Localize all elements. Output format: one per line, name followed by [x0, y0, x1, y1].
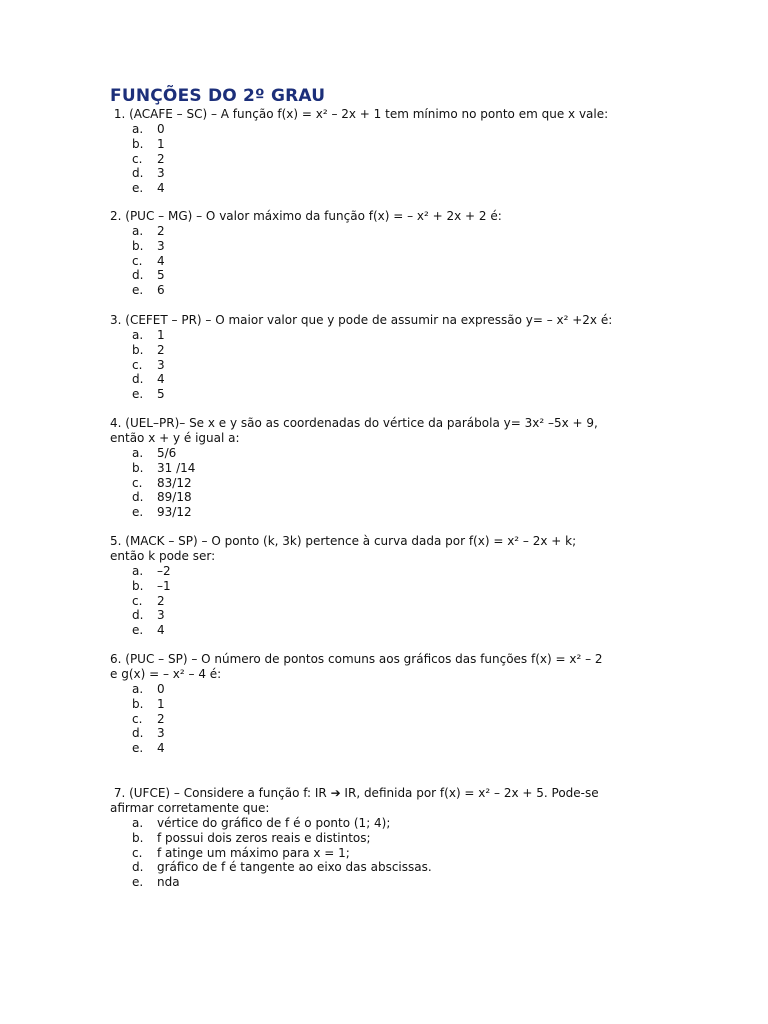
- option-letter: b.: [132, 238, 144, 253]
- option-item: [110, 358, 670, 373]
- option-text: 4: [157, 741, 165, 756]
- option-letter: b.: [132, 830, 144, 845]
- option-list: [110, 446, 670, 520]
- option-text: 93/12: [157, 505, 192, 520]
- option-item: [110, 505, 670, 520]
- question-1: [110, 107, 670, 196]
- option-text: 1: [157, 696, 165, 711]
- option-text: f atinge um máximo para x = 1;: [157, 845, 350, 860]
- option-item: [110, 726, 670, 741]
- option-item: [110, 490, 670, 505]
- option-item: [110, 254, 670, 269]
- option-letter: b.: [132, 342, 144, 357]
- option-letter: e.: [132, 623, 144, 638]
- option-list: [110, 328, 670, 402]
- option-text: 1: [157, 136, 165, 151]
- question-text: 1. (ACAFE – SC) – A função f(x) = x² – 2x + 1 tem mínimo no ponto em que x vale:: [110, 107, 609, 121]
- option-text: 3: [157, 238, 165, 253]
- option-text: 83/12: [157, 475, 192, 490]
- option-letter: a.: [132, 446, 144, 460]
- option-item: [110, 623, 670, 638]
- option-letter: b.: [132, 696, 144, 711]
- option-item: [110, 741, 670, 756]
- option-item: [110, 461, 670, 476]
- option-text: 2: [157, 593, 165, 608]
- option-text: vértice do gráfico de f é o ponto (1; 4);: [157, 816, 391, 830]
- question-2: [110, 209, 670, 298]
- option-letter: b.: [132, 136, 144, 151]
- option-letter: c.: [132, 845, 143, 860]
- question-4: [110, 416, 670, 520]
- option-item: [110, 608, 670, 623]
- option-item: [110, 697, 670, 712]
- option-text: 0: [157, 122, 165, 136]
- option-text: 3: [157, 726, 165, 741]
- option-item: [110, 181, 670, 196]
- option-letter: e.: [132, 741, 144, 756]
- option-letter: c.: [132, 151, 143, 166]
- question-text: 7. (UFCE) – Considere a função f: IR ➔ IR, definida por f(x) = x² – 2x + 5. Pode-se afirmar corretamente que:: [110, 786, 599, 815]
- option-letter: a.: [132, 122, 144, 136]
- option-text: 89/18: [157, 490, 192, 505]
- option-item: [110, 239, 670, 254]
- option-letter: a.: [132, 224, 144, 238]
- question-7: [110, 786, 670, 890]
- option-text: 5: [157, 387, 165, 402]
- option-text: 5: [157, 268, 165, 283]
- option-item: [110, 564, 670, 579]
- option-item: [110, 579, 670, 594]
- option-letter: d.: [132, 608, 144, 623]
- option-item: [110, 682, 670, 697]
- option-item: [110, 860, 670, 875]
- question-text: 5. (MACK – SP) – O ponto (k, 3k) pertence à curva dada por f(x) = x² – 2x + k; então k pode ser:: [110, 534, 577, 563]
- option-text: –1: [157, 578, 171, 593]
- option-item: [110, 283, 670, 298]
- option-letter: d.: [132, 726, 144, 741]
- question-text: 4. (UEL–PR)– Se x e y são as coordenadas do vértice da parábola y= 3x² –5x + 9, então x + y é igual a:: [110, 416, 598, 445]
- option-text: 1: [157, 328, 165, 342]
- option-text: 2: [157, 224, 165, 238]
- option-item: [110, 166, 670, 181]
- option-text: 5/6: [157, 446, 177, 460]
- question-5: [110, 534, 670, 638]
- option-letter: d.: [132, 268, 144, 283]
- option-text: 3: [157, 608, 165, 623]
- option-letter: e.: [132, 283, 144, 298]
- question-3: [110, 313, 670, 402]
- option-letter: b.: [132, 578, 144, 593]
- option-item: [110, 268, 670, 283]
- option-letter: e.: [132, 875, 144, 890]
- option-item: [110, 594, 670, 609]
- option-text: 31 /14: [157, 460, 196, 475]
- question-text: 6. (PUC – SP) – O número de pontos comuns aos gráficos das funções f(x) = x² – 2 e g(x) = – x² – 4 é:: [110, 652, 603, 681]
- document-title: FUNÇÕES DO 2º GRAU: [110, 86, 326, 106]
- option-item: [110, 328, 670, 343]
- option-list: [110, 122, 670, 196]
- option-text: 2: [157, 342, 165, 357]
- option-text: 0: [157, 682, 165, 696]
- option-item: [110, 446, 670, 461]
- option-letter: c.: [132, 357, 143, 372]
- option-letter: e.: [132, 181, 144, 196]
- question-text: 2. (PUC – MG) – O valor máximo da função f(x) = – x² + 2x + 2 é:: [110, 209, 502, 223]
- option-item: [110, 712, 670, 727]
- option-letter: d.: [132, 166, 144, 181]
- option-list: [110, 564, 670, 638]
- option-text: –2: [157, 564, 171, 578]
- option-item: [110, 476, 670, 491]
- option-item: [110, 387, 670, 402]
- question-6: [110, 652, 670, 756]
- option-letter: a.: [132, 564, 144, 578]
- option-item: [110, 846, 670, 861]
- option-letter: a.: [132, 816, 144, 830]
- option-text: 4: [157, 181, 165, 196]
- option-list: [110, 682, 670, 756]
- question-text: 3. (CEFET – PR) – O maior valor que y pode de assumir na expressão y= – x² +2x é:: [110, 313, 613, 327]
- option-item: [110, 122, 670, 137]
- option-item: [110, 372, 670, 387]
- option-letter: a.: [132, 682, 144, 696]
- option-letter: d.: [132, 490, 144, 505]
- option-text: 3: [157, 166, 165, 181]
- option-item: [110, 831, 670, 846]
- option-letter: c.: [132, 253, 143, 268]
- option-item: [110, 137, 670, 152]
- option-letter: d.: [132, 860, 144, 875]
- option-text: f possui dois zeros reais e distintos;: [157, 830, 371, 845]
- option-text: 4: [157, 623, 165, 638]
- option-item: [110, 875, 670, 890]
- option-item: [110, 816, 670, 831]
- option-text: 2: [157, 151, 165, 166]
- option-list: [110, 224, 670, 298]
- option-item: [110, 152, 670, 167]
- option-letter: b.: [132, 460, 144, 475]
- option-text: 4: [157, 372, 165, 387]
- option-text: nda: [157, 875, 180, 890]
- option-item: [110, 343, 670, 358]
- option-letter: e.: [132, 505, 144, 520]
- option-text: 6: [157, 283, 165, 298]
- option-text: 4: [157, 253, 165, 268]
- option-letter: c.: [132, 711, 143, 726]
- option-text: 3: [157, 357, 165, 372]
- option-letter: c.: [132, 593, 143, 608]
- option-text: gráfico de f é tangente ao eixo das abscissas.: [157, 860, 432, 875]
- option-letter: e.: [132, 387, 144, 402]
- option-item: [110, 224, 670, 239]
- option-letter: d.: [132, 372, 144, 387]
- option-text: 2: [157, 711, 165, 726]
- option-letter: a.: [132, 328, 144, 342]
- option-list: [110, 816, 670, 890]
- option-letter: c.: [132, 475, 143, 490]
